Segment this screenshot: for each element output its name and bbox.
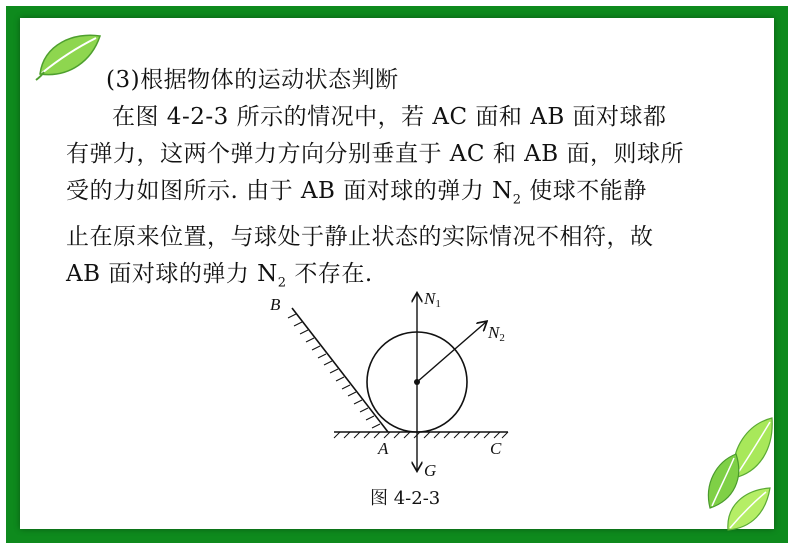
paragraph-line	[66, 173, 746, 219]
wall-hatching	[288, 314, 380, 428]
force-diagram	[262, 286, 522, 486]
label-n2: N2	[488, 323, 505, 344]
wall-ab	[292, 308, 388, 432]
paragraph-text: 使球不能静	[521, 178, 647, 204]
force-n2-arrow	[417, 322, 486, 382]
leaf-cluster-icon	[700, 408, 780, 538]
label-c: C	[490, 439, 502, 458]
subscript: 2	[512, 192, 522, 208]
figure-caption: 图 4-2-3	[370, 488, 441, 509]
paragraph-text: AB 面对球的弹力 N	[66, 260, 278, 287]
label-n1: N1	[424, 289, 441, 310]
subscript: 2	[277, 275, 287, 291]
paragraph-line: 在图 4-2-3 所示的情况中，若 AC 面和 AB 面对球都	[112, 104, 667, 130]
paragraph-line: 止在原来位置，与球处于静止状态的实际情况不相符，故	[66, 223, 654, 250]
label-a: A	[378, 439, 389, 458]
label-b: B	[270, 295, 281, 314]
paragraph-text: 不存在.	[286, 260, 373, 287]
label-g: G	[424, 461, 437, 480]
paragraph-line: 有弹力，这两个弹力方向分别垂直于 AC 和 AB 面，则球所	[66, 141, 684, 167]
section-heading: (3)根据物体的运动状态判断	[106, 67, 399, 93]
paragraph-text: 受的力如图所示. 由于 AB 面对球的弹力 N	[66, 178, 513, 204]
text-body	[66, 62, 746, 301]
floor-hatching	[334, 432, 508, 438]
